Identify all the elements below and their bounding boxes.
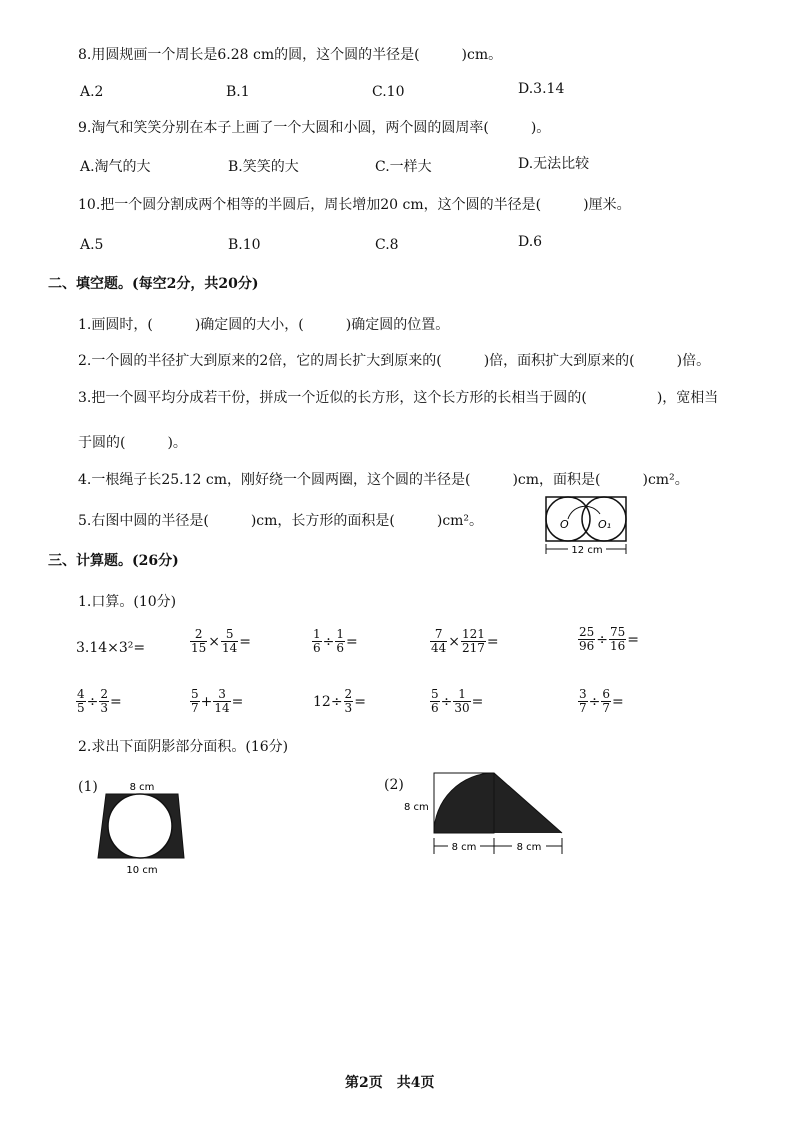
- calc-r2-e2: $\frac{5}{7}$ + $\frac{3}{14}$ =: [191, 687, 244, 715]
- s2-q1: 1.画圆时，( )确定圆的大小，( )确定圆的位置。: [78, 317, 450, 333]
- s3-sub1: 1.口算。(10分): [78, 594, 177, 610]
- q8-option-b: B.1: [226, 84, 250, 100]
- fig2-base2-label: 8 cm: [516, 842, 542, 853]
- fig1-top-label: 8 cm: [129, 782, 155, 793]
- calc-r2-e5: $\frac{3}{7}$ ÷ $\frac{6}{7}$ =: [579, 687, 624, 715]
- s2-q2: 2.一个圆的半径扩大到原来的2倍，它的周长扩大到原来的( )倍，面积扩大到原来的( )倍。: [78, 353, 711, 369]
- q9-option-a: A.淘气的大: [80, 159, 151, 175]
- q8-option-d: D.3.14: [518, 81, 565, 97]
- q10-option-c: C.8: [375, 237, 399, 253]
- q9-option-c: C.一样大: [375, 159, 432, 175]
- fig2-figure: [402, 770, 572, 860]
- fig2-height-label: 8 cm: [404, 802, 429, 813]
- q10-option-d: D.6: [518, 234, 543, 250]
- fig1-bottom-label: 10 cm: [126, 865, 158, 876]
- calc-r2-e3: 12÷ $\frac{2}{3}$ =: [313, 687, 366, 715]
- width-label: 12 cm: [571, 545, 603, 556]
- fig2-base1-label: 8 cm: [451, 842, 477, 853]
- fig1-circle: [108, 794, 172, 858]
- q10-option-b: B.10: [228, 237, 261, 253]
- center-o-label: O: [560, 518, 569, 531]
- section3-title: 三、计算题。(26分): [48, 553, 179, 569]
- calc-r1-e1: 3.14×3²=: [76, 640, 146, 656]
- calc-r2-e1: $\frac{4}{5}$ ÷ $\frac{2}{3}$ =: [77, 687, 122, 715]
- s2-q3a: 3.把一个圆平均分成若干份，拼成一个近似的长方形，这个长方形的长相当于圆的( )，宽相当: [78, 390, 719, 406]
- q10-text: 10.把一个圆分割成两个相等的半圆后，周长增加20 cm，这个圆的半径是( )厘米。: [78, 197, 631, 213]
- fig1-trapezoid-figure: [92, 778, 192, 878]
- calc-r1-e3: $\frac{1}{6}$ ÷ $\frac{1}{6}$ =: [313, 627, 358, 655]
- calc-r2-e4: $\frac{5}{6}$ ÷ $\frac{1}{30}$ =: [431, 687, 484, 715]
- q8-option-c: C.10: [372, 84, 405, 100]
- q10-option-a: A.5: [80, 237, 104, 253]
- q9-text: 9.淘气和笑笑分别在本子上画了一个大圆和小圆，两个圆的圆周率( )。: [78, 120, 551, 136]
- figure-rectangle: [546, 497, 626, 541]
- calc-r1-e5: $\frac{25}{96}$ ÷ $\frac{75}{16}$ =: [579, 625, 640, 653]
- q8-option-a: A.2: [80, 84, 104, 100]
- calc-r1-e2: $\frac{2}{15}$ × $\frac{5}{14}$ =: [191, 627, 252, 655]
- s2-q3b: 于圆的( )。: [78, 435, 187, 451]
- s2-q4: 4.一根绳子长25.12 cm，刚好绕一个圆两圈，这个圆的半径是( )cm，面积是( )cm²。: [78, 472, 689, 488]
- s3-sub2: 2.求出下面阴影部分面积。(16分): [78, 739, 289, 755]
- section2-title: 二、填空题。(每空2分，共20分): [48, 276, 259, 292]
- q9-option-d: D.无法比较: [518, 156, 590, 172]
- fig1-label: (1): [78, 779, 98, 795]
- fig2-shaded-quarter-circle: [434, 773, 494, 833]
- q9-option-b: B.笑笑的大: [228, 159, 299, 175]
- fig2-label: (2): [384, 777, 404, 793]
- page-footer: 第2页 共4页: [345, 1075, 435, 1091]
- q8-text: 8.用圆规画一个周长是6.28 cm的圆，这个圆的半径是( )cm。: [78, 47, 503, 63]
- calc-r1-e4: $\frac{7}{44}$ × $\frac{121}{217}$ =: [431, 627, 499, 655]
- two-circles-figure: [538, 494, 638, 558]
- center-o1-label: O₁: [598, 518, 612, 531]
- s2-q5: 5.右图中圆的半径是( )cm，长方形的面积是( )cm²。: [78, 513, 484, 529]
